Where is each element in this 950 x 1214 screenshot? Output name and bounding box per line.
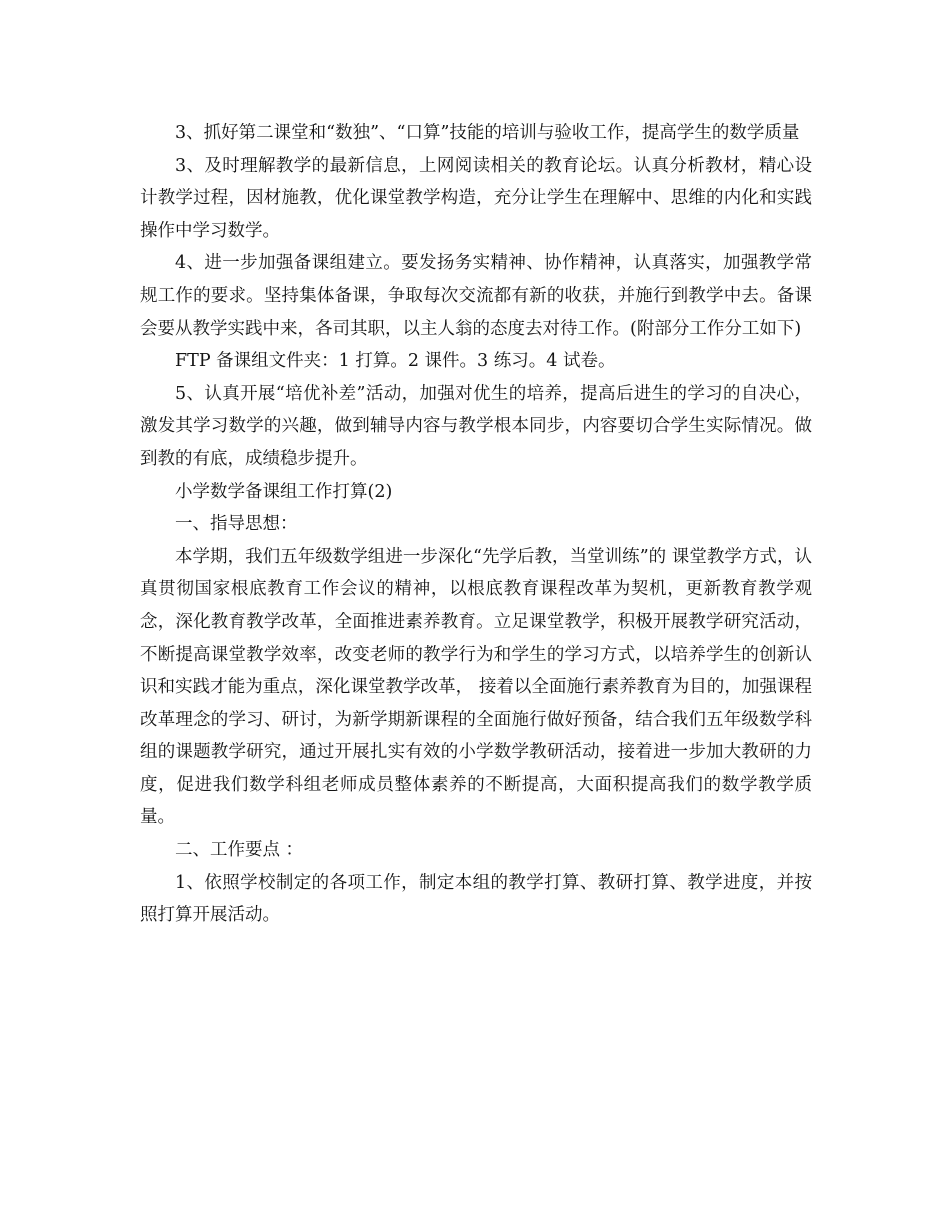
heading-guiding-ideology: 一、指导思想： <box>175 514 298 535</box>
paragraph-semester-plan: 本学期，我们五年级数学组进一步深化“先学后教，当堂训练”的 课堂教学方式，认真贯彻国家根底教育工作会议的精神，以根底教育课程改革为契机，更新教育教学观念，深化教育教学改革，全面推进素养教育。立足课堂教学，积极开展教学研究活动，不断提高课堂教学效率，改变老师的教学行为和学生的学习方式，以培养学生的创新认识和实践才能为重点，深化课堂教学改革， 接着以全面施行素养教育为目的，加强课程改革理念的学习、研讨，为新学期新课程的全面施行做好预备，结合我们五年级数学科组的课题教学研究，通过开展扎实有效的小学数学教研活动，接着进一步加大教研的力度，促进我们数学科组老师成员整体素养的不断提高，大面积提高我们的数学教学质量。 <box>140 546 812 828</box>
document-body <box>140 117 812 932</box>
heading-work-points: 二、工作要点 ： <box>175 840 304 861</box>
paragraph-lesson-group-building: 4、进一步加强备课组建立。要发扬务实精神、协作精神，认真落实，加强教学常规工作的要求。坚持集体备课，争取每次交流都有新的收获，并施行到教学中去。备课会要从教学实践中来，各司其职，以主人翁的态度去对待工作。(附部分工作分工如下) <box>140 253 812 339</box>
section-title: 小学数学备课组工作打算(2) <box>175 481 393 502</box>
paragraph-tutoring: 5、认真开展“培优补差”活动，加强对优生的培养，提高后进生的学习的自决心，激发其学习数学的兴趣，做到辅导内容与教学根本同步，内容要切合学生实际情况。做到教的有底，成绩稳步提升。 <box>140 383 812 469</box>
paragraph-second-classroom: 3、抓好第二课堂和“数独”、“口算”技能的培训与验收工作，提高学生的数学质量 <box>175 123 800 143</box>
paragraph-teaching-information: 3、及时理解教学的最新信息，上网阅读相关的教育论坛。认真分析教材，精心设计教学过程，因材施教，优化课堂教学构造，充分让学生在理解中、思维的内化和实践操作中学习数学。 <box>140 155 812 241</box>
paragraph-work-point-1: 1、依照学校制定的各项工作，制定本组的教学打算、教研打算、教学进度，并按照打算开展活动。 <box>140 872 812 926</box>
paragraph-ftp-folder: FTP 备课组文件夹：1 打算。2 课件。3 练习。4 试卷。 <box>175 351 616 372</box>
